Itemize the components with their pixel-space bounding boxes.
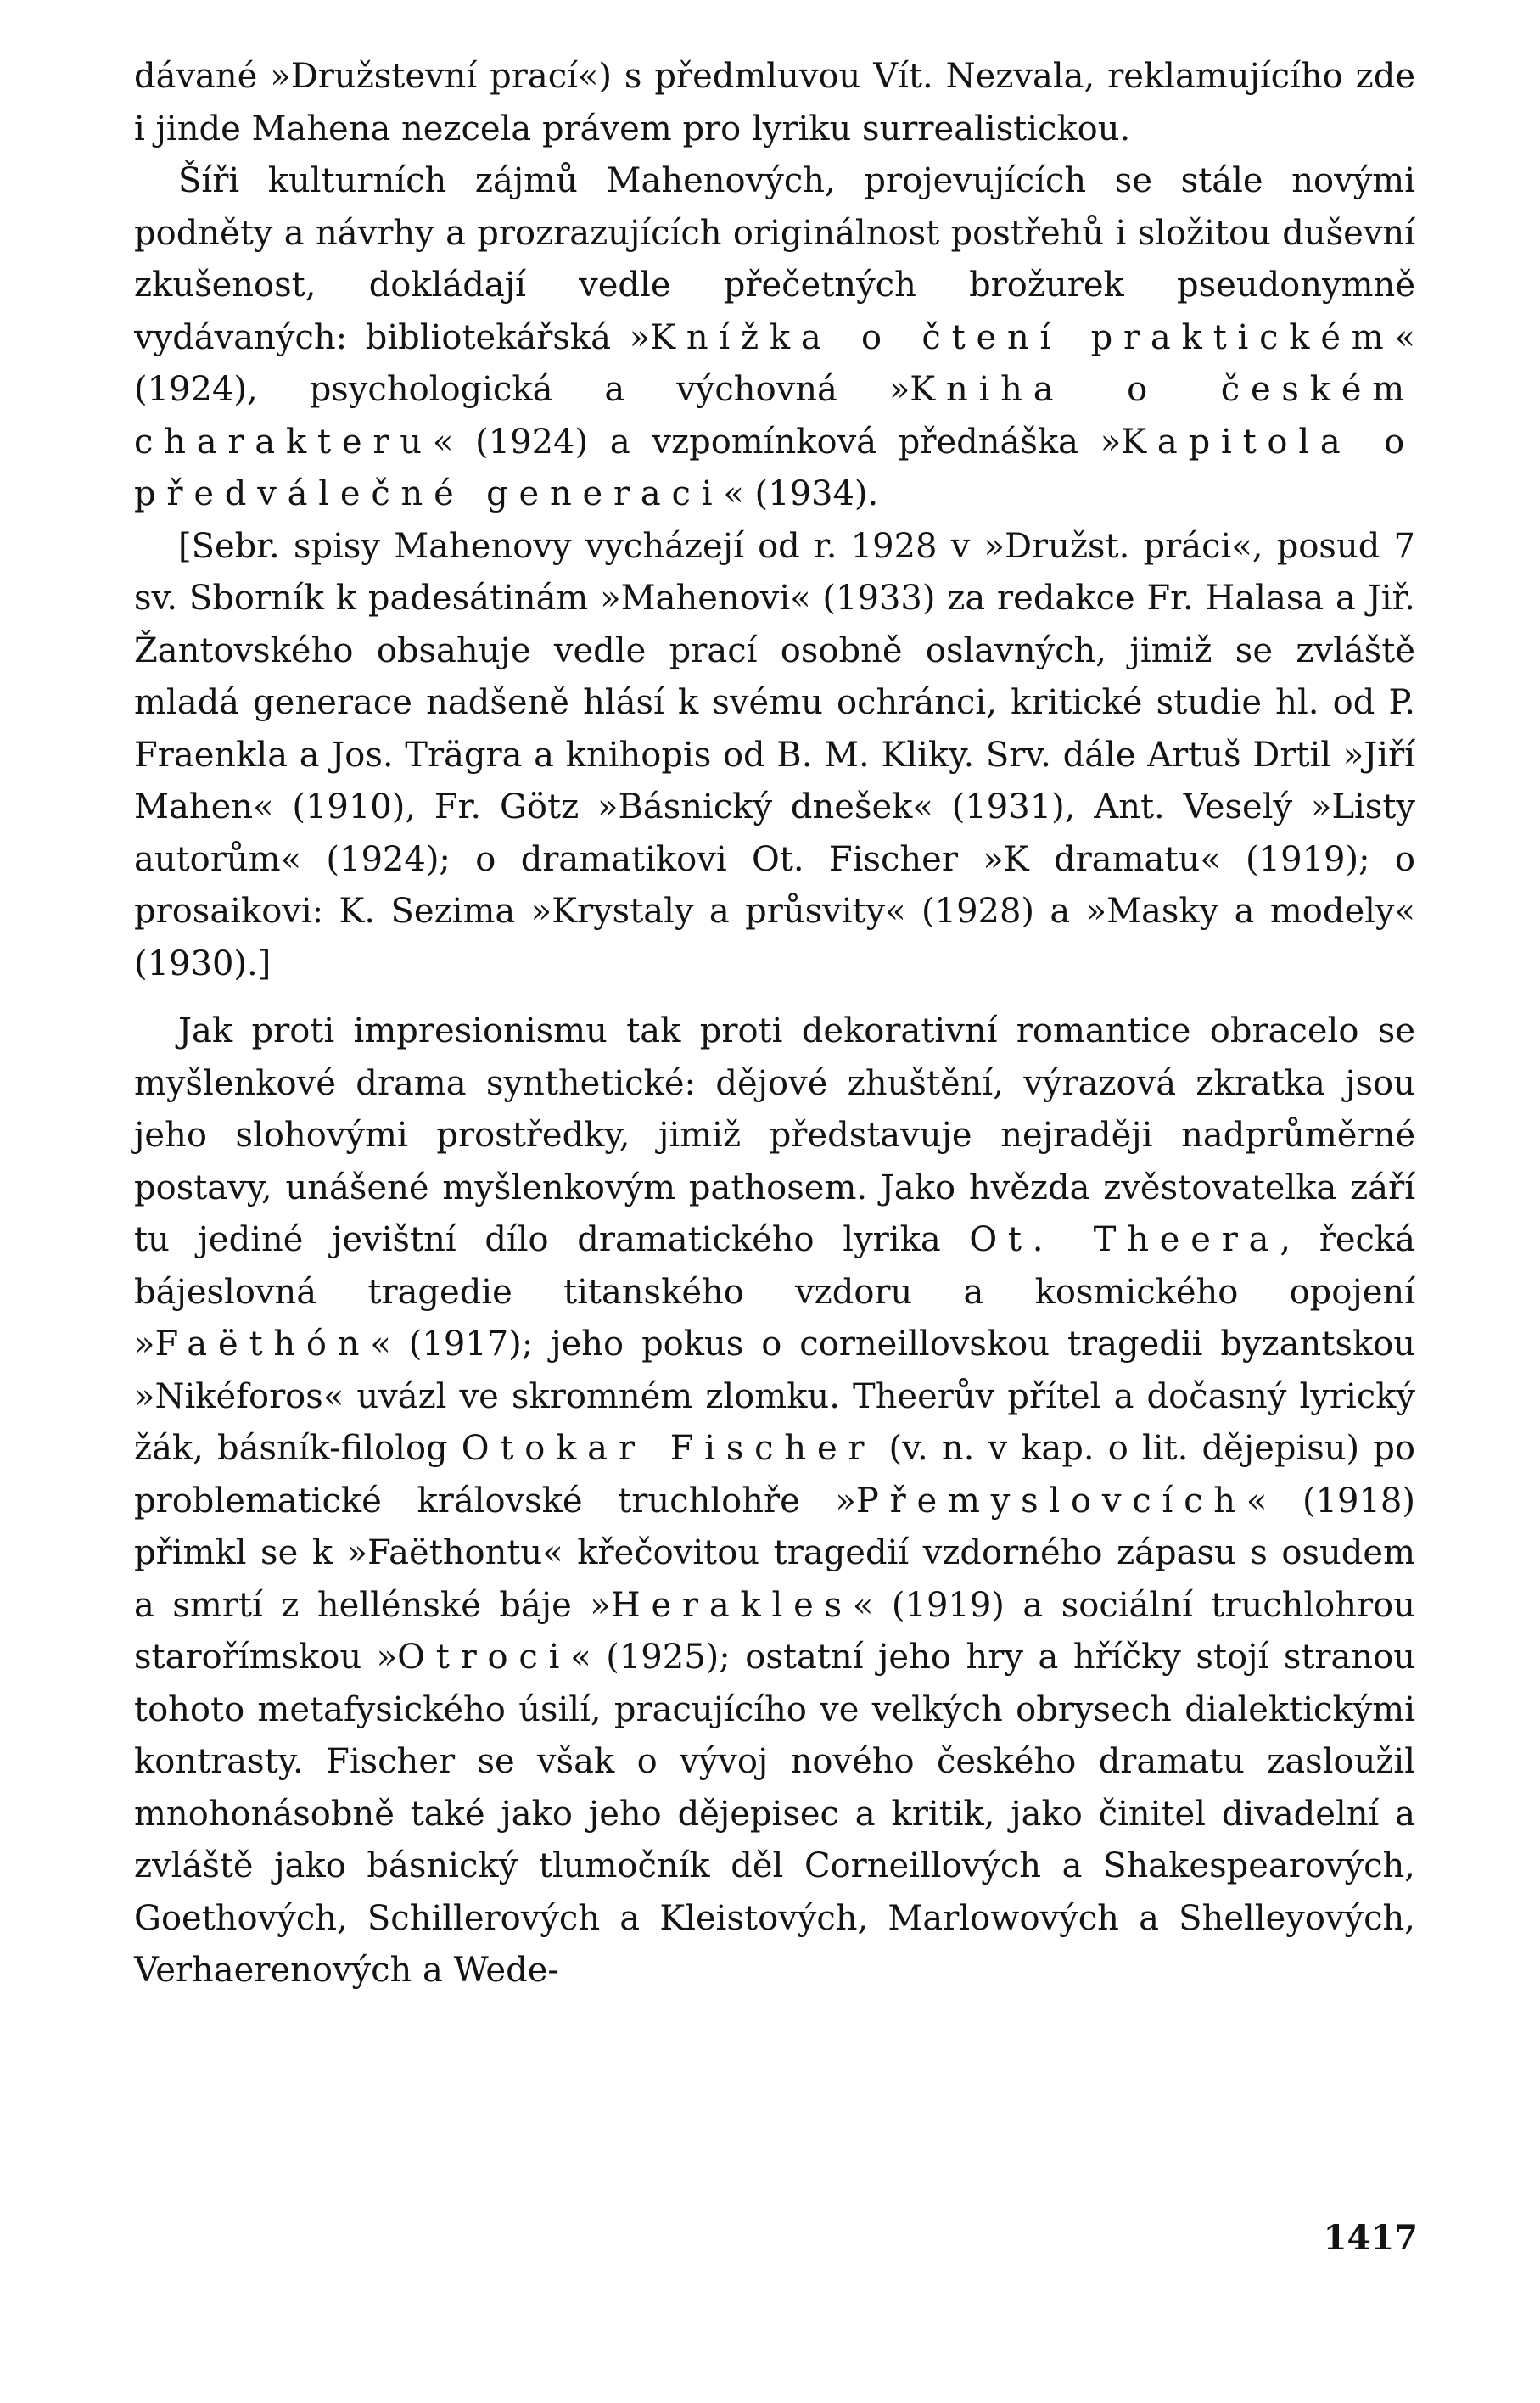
text-run: Šíři kulturních zájmů Mahenových, projevujících se stále novými podněty a návrhy a prozrazujících originálnost postřehů i složitou duševní zkušenost, dokládají vedle přečetných brožurek pseudonymně vydávaných: bibliotekářská » [134,161,1415,357]
spaced-emphasis: Kniha o českém charakteru [134,370,1415,462]
text-run: dávané »Družstevní prací«) s předmluvou Vít. Nezvala, reklamujícího zde i jinde Mahena nezcela právem pro lyriku surrealistickou. [134,57,1415,148]
spaced-emphasis: Otroci [397,1638,571,1677]
paragraph-gap [134,990,1415,1005]
text-run: (v. n. v kap. o lit. dějepisu) po problematické královské truchlohře » [134,1429,1415,1521]
text-run: « (1919) a sociální truchlohrou starořímskou » [134,1585,1415,1677]
spaced-emphasis: Otokar Fischer [461,1429,876,1468]
spaced-emphasis: Knížka o čtení praktickém [650,317,1395,357]
spaced-emphasis: Přemyslovcích [855,1481,1246,1521]
paragraph-p2 [134,155,1415,521]
spaced-emphasis: Kapitola o předválečné generaci [134,422,1415,513]
text-run: « (1925); ostatní jeho hry a hříčky stojí stranou tohoto metafysického úsilí, pracujícího ve velkých obrysech dialektickými kontrasty. Fischer se však o vývoj nového českého dramatu zasloužil mnohonásobně také jako jeho dějepisec a kritik, jako činitel divadelní a zvláště jako básnický tlumočník děl Corneillových a Shakespearových, Goethových, Schillerových a Kleistových, Marlowových a Shelleyových, Verhaerenových a Wede- [134,1638,1415,1990]
page-number: 1417 [1323,2218,1418,2258]
text-run: [Sebr. spisy Mahenovy vycházejí od r. 1928 v »Družst. práci«, posud 7 sv. Sborník k padesátinám »Mahenovi« (1933) za redakce Fr. Halasa a Jiř. Žantovského obsahuje vedle prací osobně oslavných, jimiž se zvláště mladá generace nadšeně hlásí k svému ochránci, kritické studie hl. od P. Fraenkla a Jos. Trägra a knihopis od B. M. Kliky. Srv. dále Artuš Drtil »Jiří Mahen« (1910), Fr. Götz »Básnický dnešek« (1931), Ant. Veselý »Listy autorům« (1924); o dramatikovi Ot. Fischer »K dramatu« (1919); o prosaikovi: K. Sezima »Krystaly a průsvity« (1928) a »Masky a modely« (1930).] [134,526,1415,983]
spaced-emphasis: Faëthón [154,1325,371,1364]
text-run: « (1917); jeho pokus o corneillovskou tragedii byzantskou »Nikéforos« uvázl ve skromném zlomku. Theerův přítel a dočasný lyrický žák, básník-filolog [134,1325,1415,1468]
spaced-emphasis: Ot. Theera [969,1220,1280,1259]
paragraph-p3 [134,521,1415,991]
text-run: « (1924), psychologická a výchovná » [134,317,1416,409]
page-text [134,51,1415,1997]
text-run: « (1924) a vzpomínková přednáška » [432,422,1122,462]
text-run: « (1934). [723,474,879,513]
paragraph-p1 [134,51,1415,155]
spaced-emphasis: Herakles [610,1585,853,1625]
text-run: , řecká bájeslovná tragedie titanského vzdoru a kosmického opojení » [134,1220,1415,1364]
text-run: « (1918) přimkl se k »Faëthontu« křečovitou tragedií vzdorného zápasu s osudem a smrtí z hellénské báje » [134,1481,1415,1625]
text-run: Jak proti impresionismu tak proti dekorativní romantice obracelo se myšlenkové drama synthetické: dějové zhuštění, výrazová zkratka jsou jeho slohovými prostředky, jimiž představuje nejraději nadprůměrné postavy, unášené myšlenkovým pathosem. Jako hvězda zvěstovatelka září tu jediné jevištní dílo dramatického lyrika [134,1011,1415,1259]
paragraph-p4 [134,1005,1415,1997]
